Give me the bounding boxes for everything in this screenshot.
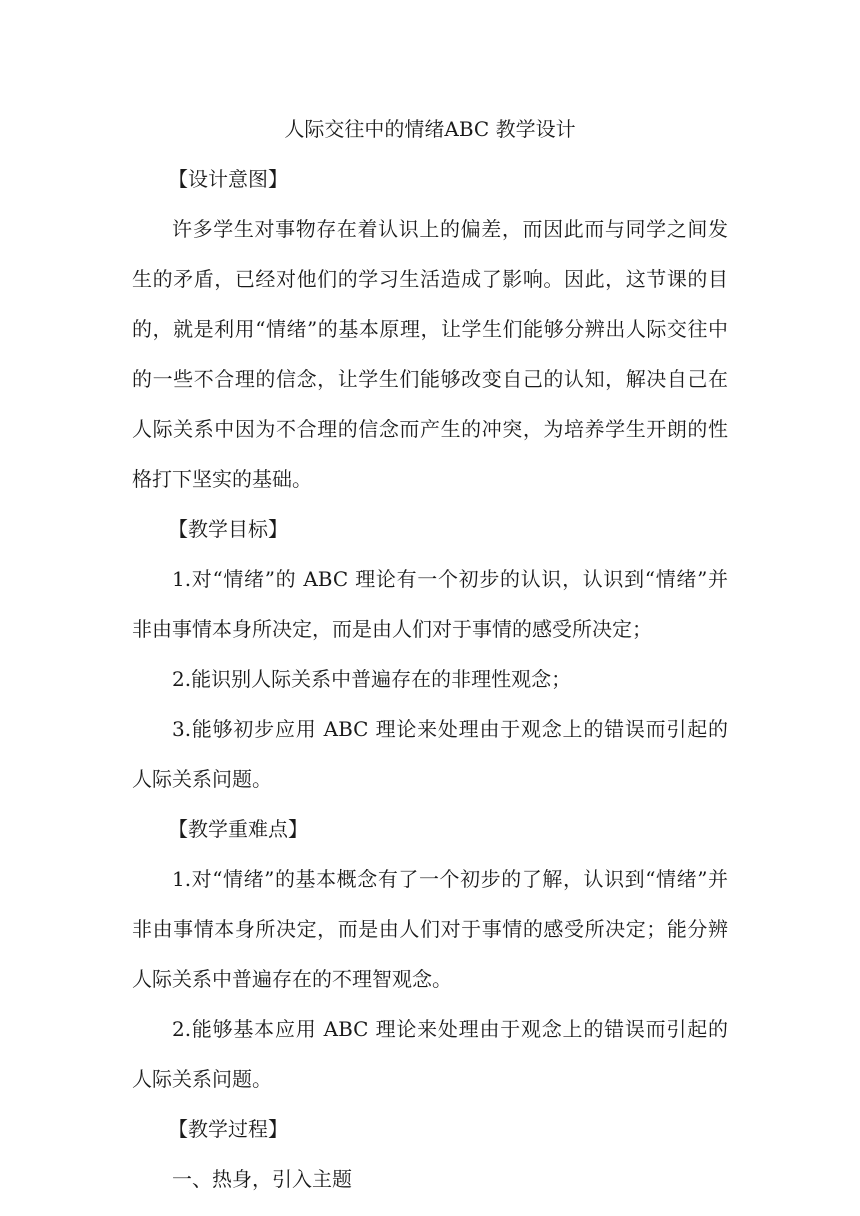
paragraph-goal-1: 1.对“情绪”的 ABC 理论有一个初步的认识，认识到“情绪”并非由事情本身所决定，而是由人们对于事情的感受所决定； [132, 567, 728, 641]
paragraph-goal-2: 2.能识别人际关系中普遍存在的非理性观念； [172, 667, 572, 691]
document-body [132, 112, 728, 1204]
heading-design-intent: 【设计意图】 [168, 167, 288, 191]
document-title: 人际交往中的情绪ABC 教学设计 [284, 117, 576, 141]
paragraph-goal-3: 3.能够初步应用 ABC 理论来处理由于观念上的错误而引起的人际关系问题。 [132, 717, 728, 791]
paragraph-design-intent: 许多学生对事物存在着认识上的偏差，而因此而与同学之间发生的矛盾，已经对他们的学习生活造成了影响。因此，这节课的目的，就是利用“情绪”的基本原理，让学生们能够分辨出人际交往中的一些不合理的信念，让学生们能够改变自己的认知，解决自己在人际关系中因为不合理的信念而产生的冲突，为培养学生开朗的性格打下坚实的基础。 [132, 217, 728, 491]
heading-teaching-goals: 【教学目标】 [168, 517, 288, 541]
paragraph-process-step-1: 一、热身，引入主题 [172, 1167, 352, 1191]
heading-key-points: 【教学重难点】 [168, 817, 308, 841]
paragraph-keypoint-2: 2.能够基本应用 ABC 理论来处理由于观念上的错误而引起的人际关系问题。 [132, 1017, 728, 1091]
paragraph-keypoint-1: 1.对“情绪”的基本概念有了一个初步的了解，认识到“情绪”并非由事情本身所决定，而是由人们对于事情的感受所决定；能分辨人际关系中普遍存在的不理智观念。 [132, 867, 728, 991]
heading-teaching-process: 【教学过程】 [168, 1117, 288, 1141]
